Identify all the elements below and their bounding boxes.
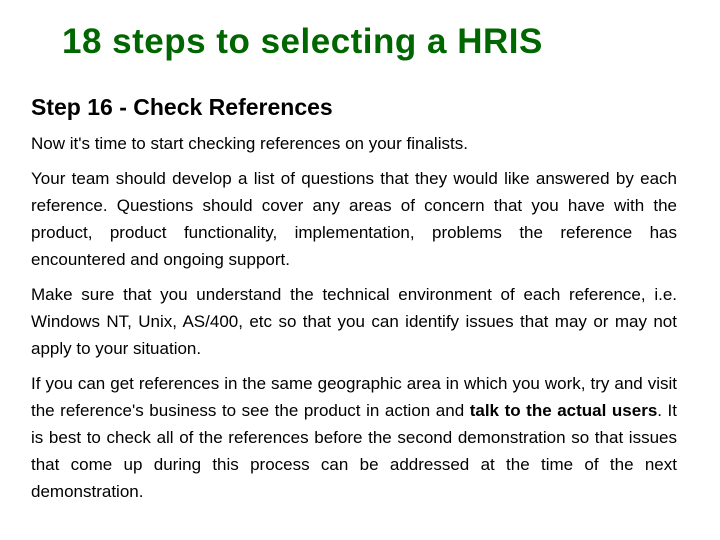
emphasis-talk-to-users: talk to the actual users xyxy=(469,401,658,420)
slide-content xyxy=(31,92,677,513)
paragraph-intro: Now it's time to start checking references on your finalists. xyxy=(31,134,468,153)
slide-title: 18 steps to selecting a HRIS xyxy=(62,22,543,61)
paragraph-site-visit xyxy=(31,370,677,505)
site-visit-text-start: If you can get references in the same geographic area in which you work, try and visit the reference's business to see the product in action and xyxy=(31,374,677,420)
paragraph-questions: Your team should develop a list of questions that they would like answered by each reference. Questions should cover any areas of concern that you have with the product, product functionality, implementation, problems the reference has encountered and ongoing support. xyxy=(31,169,677,269)
paragraph-technical-environment: Make sure that you understand the technical environment of each reference, i.e. Windows NT, Unix, AS/400, etc so that you can identify issues that may or may not apply to your situation. xyxy=(31,285,677,358)
site-visit-text-end: . It is best to check all of the references before the second demonstration so that issues that come up during this process can be addressed at the time of the next demonstration. xyxy=(31,401,678,501)
step-heading: Step 16 - Check References xyxy=(31,94,333,120)
